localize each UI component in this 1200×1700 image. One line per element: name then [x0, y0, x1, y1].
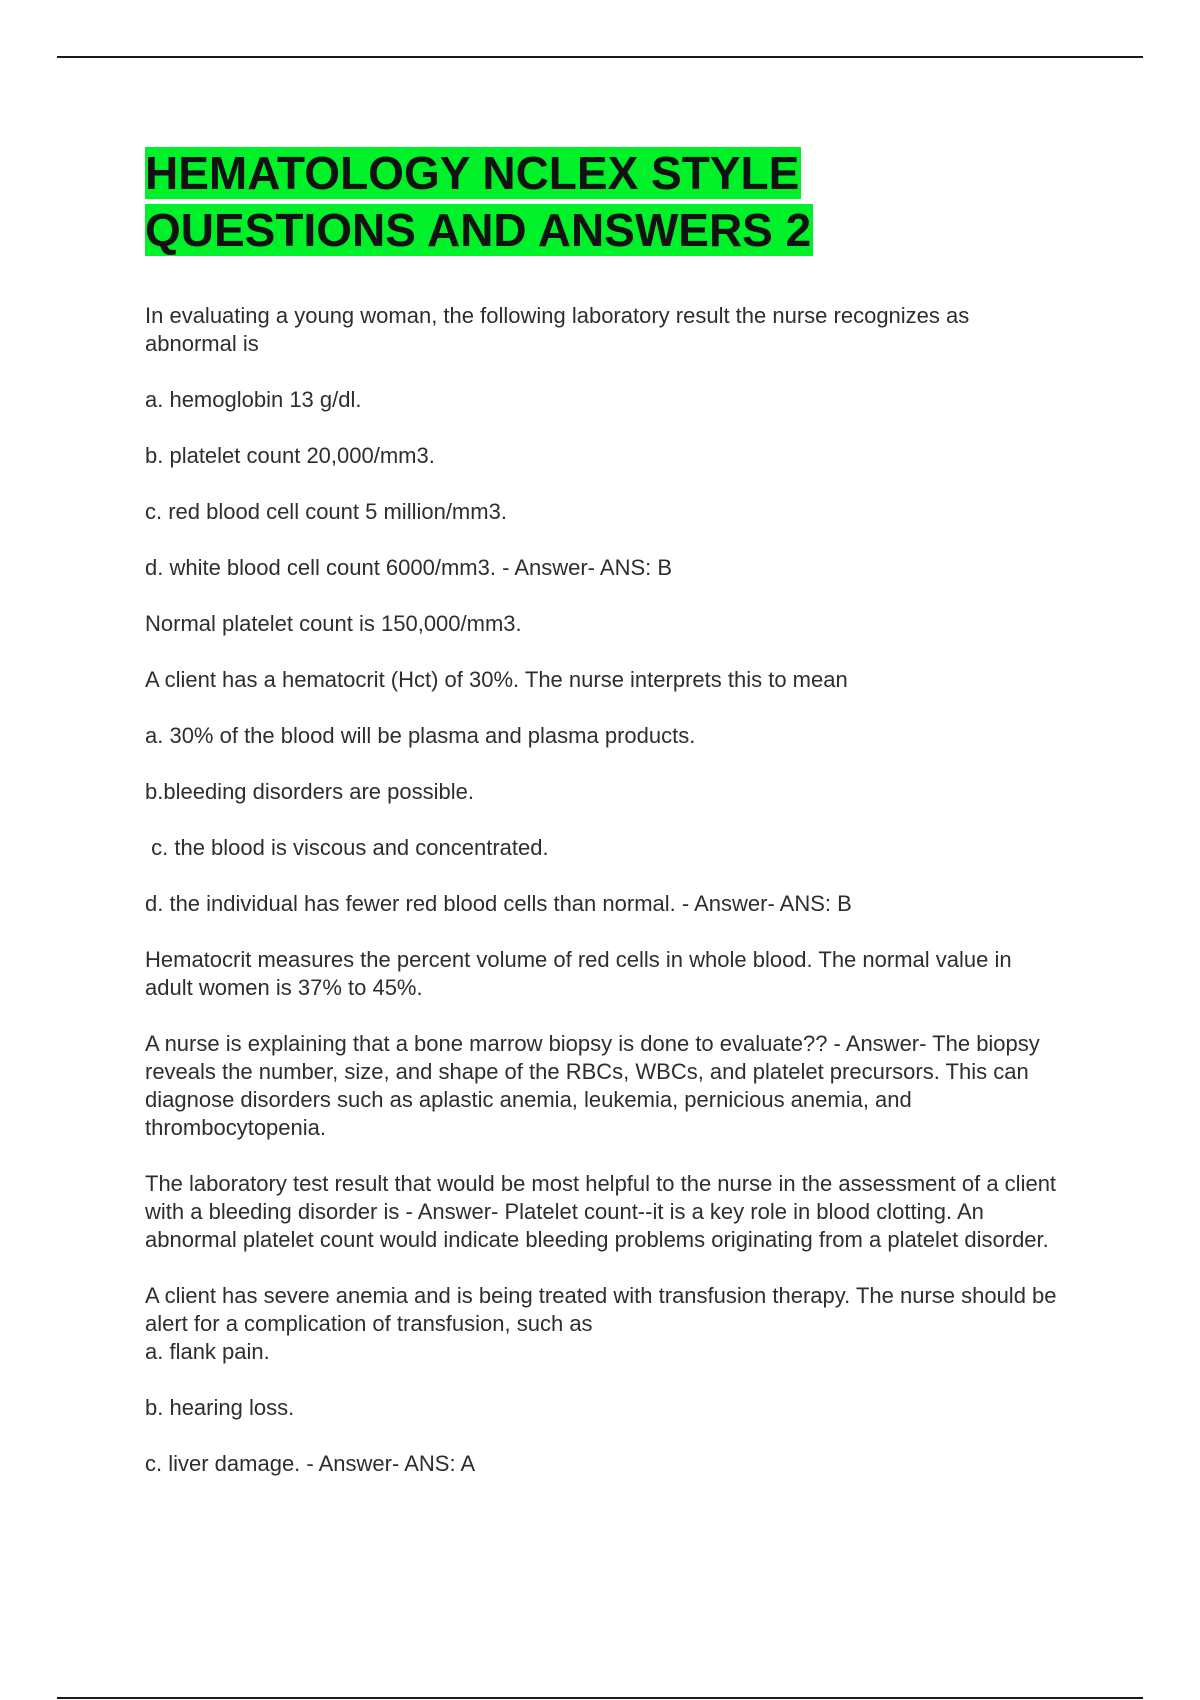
document-body: [145, 302, 1065, 1506]
question-5-stem: A client has severe anemia and is being treated with transfusion therapy. The nurse should be alert for a complication of transfusion, such as: [145, 1283, 1063, 1336]
top-rule: [57, 56, 1143, 58]
question-5-option-b: b. hearing loss.: [145, 1395, 295, 1420]
question-1-stem: In evaluating a young woman, the following laboratory result the nurse recognizes as abnormal is: [145, 303, 976, 356]
question-2-option-d-answer: d. the individual has fewer red blood cells than normal. - Answer- ANS: B: [145, 891, 852, 916]
question-5-option-a: a. flank pain.: [145, 1339, 270, 1364]
bottom-rule: [57, 1697, 1143, 1699]
question-1-rationale: Normal platelet count is 150,000/mm3.: [145, 611, 522, 636]
question-4: The laboratory test result that would be most helpful to the nurse in the assessment of a client with a bleeding disorder is - Answer- Platelet count--it is a key role in blood clotting. An abnormal platelet count would indicate bleeding problems originating from a platelet disorder.: [145, 1171, 1063, 1252]
question-2-option-b: b.bleeding disorders are possible.: [145, 779, 474, 804]
question-2-stem: A client has a hematocrit (Hct) of 30%. The nurse interprets this to mean: [145, 667, 848, 692]
question-1-option-b: b. platelet count 20,000/mm3.: [145, 443, 435, 468]
question-1-option-a: a. hemoglobin 13 g/dl.: [145, 387, 362, 412]
title-highlight: [145, 147, 813, 256]
title-line-2: QUESTIONS AND ANSWERS 2: [145, 204, 812, 256]
title-line-1: HEMATOLOGY NCLEX STYLE: [145, 147, 800, 199]
question-2-rationale: Hematocrit measures the percent volume of red cells in whole blood. The normal value in adult women is 37% to 45%.: [145, 947, 1018, 1000]
question-1-option-d-answer: d. white blood cell count 6000/mm3. - Answer- ANS: B: [145, 555, 673, 580]
question-2-option-a: a. 30% of the blood will be plasma and plasma products.: [145, 723, 696, 748]
question-2-option-c: c. the blood is viscous and concentrated.: [145, 835, 549, 860]
question-3: A nurse is explaining that a bone marrow biopsy is done to evaluate?? - Answer- The biopsy reveals the number, size, and shape of the RBCs, WBCs, and platelet precursors. This can diagnose disorders such as aplastic anemia, leukemia, pernicious anemia, and thrombocytopenia.: [145, 1031, 1046, 1140]
question-1-option-c: c. red blood cell count 5 million/mm3.: [145, 499, 507, 524]
question-5-option-c-answer: c. liver damage. - Answer- ANS: A: [145, 1451, 476, 1476]
document-title: [145, 145, 1045, 259]
